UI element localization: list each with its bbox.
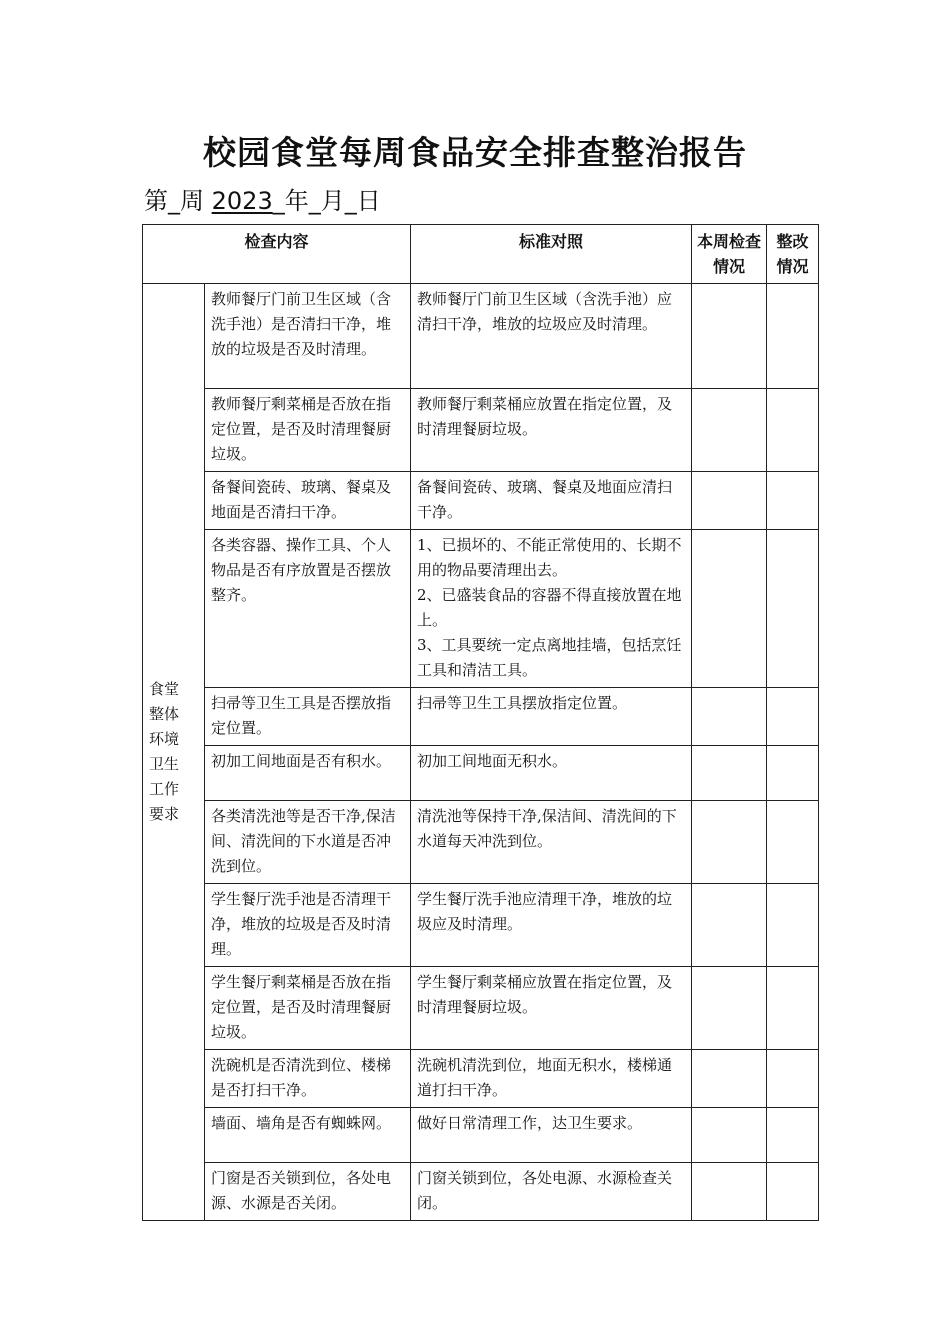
check-content-cell: 学生餐厅剩菜桶是否放在指定位置，是否及时清理餐厨垃圾。	[205, 967, 411, 1050]
standard-cell	[411, 1050, 692, 1108]
rectification-cell[interactable]	[767, 746, 819, 801]
table-row	[143, 884, 819, 967]
header-rectification: 整改情况	[767, 225, 819, 284]
rectification-cell[interactable]	[767, 472, 819, 530]
rectification-cell[interactable]	[767, 1050, 819, 1108]
weekly-check-cell[interactable]	[692, 389, 767, 472]
standard-line: 做好日常清理工作，达卫生要求。	[417, 1114, 643, 1132]
weekly-check-cell[interactable]	[692, 472, 767, 530]
standard-line: 教师餐厅门前卫生区域（含洗手池）应清扫干净，堆放的垃圾应及时清理。	[417, 290, 673, 333]
inspection-table	[142, 224, 819, 1221]
table-row	[143, 284, 819, 389]
table-row	[143, 1050, 819, 1108]
report-title: 校园食堂每周食品安全排查整治报告	[203, 133, 747, 172]
header-weekly-check: 本周检查情况	[692, 225, 767, 284]
standard-line: 清洗池等保持干净,保洁间、清洗间的下水道每天冲洗到位。	[417, 807, 677, 850]
table-row	[143, 967, 819, 1050]
standard-cell	[411, 746, 692, 801]
standard-cell	[411, 967, 692, 1050]
standard-line: 1、已损坏的、不能正常使用的、长期不用的物品要清理出去。	[417, 536, 682, 579]
rectification-cell[interactable]	[767, 389, 819, 472]
standard-cell	[411, 389, 692, 472]
standard-cell	[411, 884, 692, 967]
standard-line: 教师餐厅剩菜桶应放置在指定位置，及时清理餐厨垃圾。	[417, 395, 673, 438]
weekly-check-cell[interactable]	[692, 884, 767, 967]
check-content-cell: 扫帚等卫生工具是否摆放指定位置。	[205, 688, 411, 746]
check-content-cell: 教师餐厅剩菜桶是否放在指定位置，是否及时清理餐厨垃圾。	[205, 389, 411, 472]
rectification-cell[interactable]	[767, 1108, 819, 1163]
weekly-check-cell[interactable]	[692, 530, 767, 688]
table-row	[143, 530, 819, 688]
table-row	[143, 746, 819, 801]
dateline-prefix: 第_周	[144, 187, 212, 215]
weekly-check-cell[interactable]	[692, 746, 767, 801]
category-cell	[143, 284, 205, 1221]
table-row	[143, 1108, 819, 1163]
standard-cell	[411, 284, 692, 389]
dateline-year: 2023	[211, 187, 273, 215]
rectification-cell[interactable]	[767, 530, 819, 688]
check-content-cell: 各类容器、操作工具、个人物品是否有序放置是否摆放整齐。	[205, 530, 411, 688]
table-row	[143, 801, 819, 884]
rectification-cell[interactable]	[767, 688, 819, 746]
standard-cell	[411, 1163, 692, 1221]
weekly-check-cell[interactable]	[692, 1108, 767, 1163]
table-row	[143, 389, 819, 472]
category-label: 食堂整体环境卫生工作要求	[149, 680, 180, 823]
weekly-check-cell[interactable]	[692, 284, 767, 389]
check-content-cell: 墙面、墙角是否有蜘蛛网。	[205, 1108, 411, 1163]
standard-line: 3、工具要统一定点离地挂墙，包括烹饪工具和清洁工具。	[417, 636, 682, 679]
table-row	[143, 688, 819, 746]
header-standard: 标准对照	[411, 225, 692, 284]
check-content-cell: 教师餐厅门前卫生区域（含洗手池）是否清扫干净，堆放的垃圾是否及时清理。	[205, 284, 411, 389]
rectification-cell[interactable]	[767, 884, 819, 967]
check-content-cell: 门窗是否关锁到位，各处电源、水源是否关闭。	[205, 1163, 411, 1221]
table-row	[143, 472, 819, 530]
check-content-cell: 初加工间地面是否有积水。	[205, 746, 411, 801]
weekly-check-cell[interactable]	[692, 688, 767, 746]
check-content-cell: 备餐间瓷砖、玻璃、餐桌及地面是否清扫干净。	[205, 472, 411, 530]
weekly-check-cell[interactable]	[692, 967, 767, 1050]
rectification-cell[interactable]	[767, 1163, 819, 1221]
table-row	[143, 1163, 819, 1221]
standard-cell	[411, 472, 692, 530]
weekly-check-cell[interactable]	[692, 1163, 767, 1221]
standard-line: 洗碗机清洗到位，地面无积水，楼梯通道打扫干净。	[417, 1056, 673, 1099]
standard-line: 学生餐厅洗手池应清理干净，堆放的垃圾应及时清理。	[417, 890, 673, 933]
check-content-cell: 学生餐厅洗手池是否清理干净，堆放的垃圾是否及时清理。	[205, 884, 411, 967]
standard-cell	[411, 1108, 692, 1163]
standard-line: 学生餐厅剩菜桶应放置在指定位置，及时清理餐厨垃圾。	[417, 973, 673, 1016]
weekly-check-cell[interactable]	[692, 1050, 767, 1108]
standard-cell	[411, 530, 692, 688]
table-header-row	[143, 225, 819, 284]
rectification-cell[interactable]	[767, 967, 819, 1050]
standard-line: 门窗关锁到位，各处电源、水源检查关闭。	[417, 1169, 673, 1212]
standard-line: 2、已盛装食品的容器不得直接放置在地上。	[417, 586, 682, 629]
standard-line: 扫帚等卫生工具摆放指定位置。	[417, 694, 628, 712]
standard-cell	[411, 801, 692, 884]
standard-line: 初加工间地面无积水。	[417, 752, 568, 770]
report-dateline	[144, 183, 381, 219]
rectification-cell[interactable]	[767, 801, 819, 884]
check-content-cell: 洗碗机是否清洗到位、楼梯是否打扫干净。	[205, 1050, 411, 1108]
standard-line: 备餐间瓷砖、玻璃、餐桌及地面应清扫干净。	[417, 478, 673, 521]
check-content-cell: 各类清洗池等是否干净,保洁间、清洗间的下水道是否冲洗到位。	[205, 801, 411, 884]
rectification-cell[interactable]	[767, 284, 819, 389]
dateline-suffix: _年_月_日	[272, 187, 381, 215]
header-check-content: 检查内容	[143, 225, 411, 284]
weekly-check-cell[interactable]	[692, 801, 767, 884]
standard-cell	[411, 688, 692, 746]
